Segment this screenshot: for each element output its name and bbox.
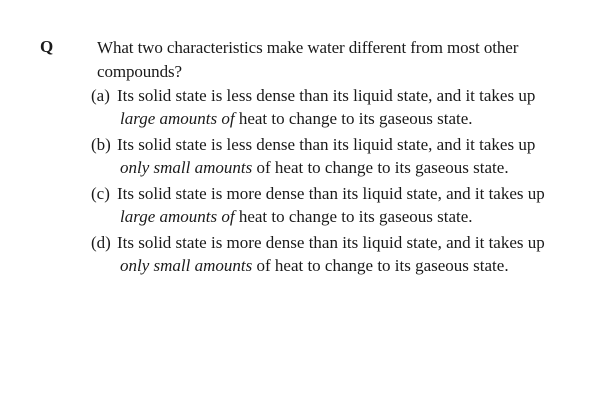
option-emphasis: large amounts of <box>120 109 235 128</box>
option-b <box>91 133 566 179</box>
option-text-rest: heat to change to its gaseous state. <box>234 207 473 226</box>
option-text-rest: of heat to change to its gaseous state. <box>252 256 509 275</box>
option-d <box>91 231 566 277</box>
option-label: (a) <box>91 86 110 105</box>
option-text-rest: heat to change to its gaseous state. <box>234 109 473 128</box>
option-emphasis: only small amounts <box>120 256 253 275</box>
option-text: Its solid state is less dense than its liquid state, and it takes up <box>117 86 536 105</box>
option-line <box>91 182 566 205</box>
question-label: Q <box>40 37 54 56</box>
option-line-continued <box>91 205 566 228</box>
option-emphasis: only small amounts <box>120 158 253 177</box>
option-text: Its solid state is more dense than its liquid state, and it takes up <box>117 184 545 203</box>
option-label: (d) <box>91 233 111 252</box>
option-label: (b) <box>91 135 111 154</box>
option-line-continued <box>91 107 566 130</box>
option-c <box>91 182 566 228</box>
option-text: Its solid state is more dense than its liquid state, and it takes up <box>117 233 545 252</box>
option-line-continued <box>91 254 566 277</box>
answer-options <box>91 84 566 280</box>
option-line <box>91 84 566 107</box>
question-line: compounds? <box>97 62 182 81</box>
option-line-continued <box>91 156 566 179</box>
question-text <box>97 36 567 84</box>
option-emphasis: large amounts of <box>120 207 235 226</box>
option-a <box>91 84 566 130</box>
option-line <box>91 133 566 156</box>
option-text: Its solid state is less dense than its liquid state, and it takes up <box>117 135 536 154</box>
option-text-rest: of heat to change to its gaseous state. <box>252 158 509 177</box>
option-label: (c) <box>91 184 110 203</box>
question-line: What two characteristics make water different from most other <box>97 38 519 57</box>
option-line <box>91 231 566 254</box>
